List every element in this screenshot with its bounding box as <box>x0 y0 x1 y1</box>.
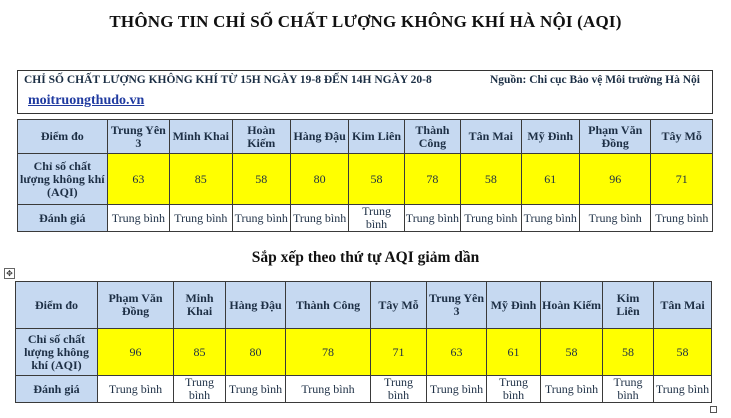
row-label-rating: Đánh giá <box>18 205 108 232</box>
info-box <box>17 70 713 114</box>
station-header: Thành Công <box>404 120 460 154</box>
page-title: THÔNG TIN CHỈ SỐ CHẤT LƯỢNG KHÔNG KHÍ HÀ NỘI (AQI) <box>109 12 622 31</box>
table-row <box>18 120 713 154</box>
aqi-value: 85 <box>174 329 226 376</box>
rating-value: Trung bình <box>232 205 290 232</box>
aqi-value: 78 <box>404 154 460 205</box>
station-header: Thành Công <box>286 282 371 329</box>
rating-value: Trung bình <box>404 205 460 232</box>
aqi-value: 71 <box>651 154 713 205</box>
rating-value: Trung bình <box>226 376 286 403</box>
aqi-value: 80 <box>226 329 286 376</box>
station-header: Hàng Đậu <box>226 282 286 329</box>
table-row <box>16 329 712 376</box>
aqi-value: 61 <box>521 154 579 205</box>
station-header: Tân Mai <box>461 120 521 154</box>
row-label-aqi: Chỉ số chất lượng không khí (AQI) <box>18 154 108 205</box>
station-header: Trung Yên 3 <box>107 120 169 154</box>
aqi-value: 63 <box>107 154 169 205</box>
rating-value: Trung bình <box>603 376 654 403</box>
aqi-value: 61 <box>487 329 541 376</box>
station-header: Mỹ Đình <box>487 282 541 329</box>
station-header: Minh Khai <box>174 282 226 329</box>
row-label-aqi: Chỉ số chất lượng không khí (AQI) <box>16 329 98 376</box>
station-header: Phạm Văn Đồng <box>579 120 651 154</box>
aqi-value: 71 <box>371 329 427 376</box>
aqi-value: 63 <box>427 329 487 376</box>
station-header: Tây Mỗ <box>651 120 713 154</box>
rating-value: Trung bình <box>174 376 226 403</box>
table-row <box>18 154 713 205</box>
aqi-value: 58 <box>541 329 603 376</box>
station-header: Mỹ Đình <box>521 120 579 154</box>
aqi-value: 85 <box>170 154 232 205</box>
aqi-value: 58 <box>461 154 521 205</box>
station-header: Tân Mai <box>654 282 712 329</box>
table-row <box>16 376 712 403</box>
aqi-table <box>17 119 713 232</box>
aqi-value: 58 <box>349 154 404 205</box>
sorted-table-title: Sắp xếp theo thứ tự AQI giảm dần <box>251 249 480 266</box>
aqi-value: 58 <box>603 329 654 376</box>
rating-value: Trung bình <box>349 205 404 232</box>
station-header: Hoàn Kiếm <box>232 120 290 154</box>
rating-value: Trung bình <box>290 205 348 232</box>
rating-value: Trung bình <box>286 376 371 403</box>
station-header: Kim Liên <box>603 282 654 329</box>
site-link[interactable]: moitruongthudo.vn <box>28 93 145 108</box>
rating-value: Trung bình <box>654 376 712 403</box>
station-header: Minh Khai <box>170 120 232 154</box>
aqi-value: 80 <box>290 154 348 205</box>
rating-value: Trung bình <box>107 205 169 232</box>
table-row <box>18 205 713 232</box>
station-header: Kim Liên <box>349 120 404 154</box>
table-resize-handle-icon[interactable] <box>710 406 717 413</box>
aqi-value: 58 <box>654 329 712 376</box>
station-header: Hoàn Kiếm <box>541 282 603 329</box>
row-label-station: Điểm đo <box>16 282 98 329</box>
info-heading: CHỈ SỐ CHẤT LƯỢNG KHÔNG KHÍ TỪ 15H NGÀY 19-8 ĐẾN 14H NGÀY 20-8 <box>24 74 432 86</box>
aqi-value: 96 <box>579 154 651 205</box>
aqi-sorted-table <box>15 281 712 403</box>
aqi-value: 78 <box>286 329 371 376</box>
rating-value: Trung bình <box>461 205 521 232</box>
rating-value: Trung bình <box>521 205 579 232</box>
rating-value: Trung bình <box>371 376 427 403</box>
rating-value: Trung bình <box>98 376 174 403</box>
rating-value: Trung bình <box>651 205 713 232</box>
row-label-station: Điểm đo <box>18 120 108 154</box>
aqi-value: 96 <box>98 329 174 376</box>
rating-value: Trung bình <box>541 376 603 403</box>
rating-value: Trung bình <box>427 376 487 403</box>
table-move-handle-icon[interactable]: ✥ <box>4 268 15 279</box>
rating-value: Trung bình <box>579 205 651 232</box>
station-header: Hàng Đậu <box>290 120 348 154</box>
aqi-value: 58 <box>232 154 290 205</box>
rating-value: Trung bình <box>170 205 232 232</box>
row-label-rating: Đánh giá <box>16 376 98 403</box>
table-row <box>16 282 712 329</box>
station-header: Trung Yên 3 <box>427 282 487 329</box>
rating-value: Trung bình <box>487 376 541 403</box>
station-header: Phạm Văn Đồng <box>98 282 174 329</box>
info-source: Nguồn: Chi cục Bảo vệ Môi trường Hà Nội <box>489 74 700 86</box>
station-header: Tây Mỗ <box>371 282 427 329</box>
